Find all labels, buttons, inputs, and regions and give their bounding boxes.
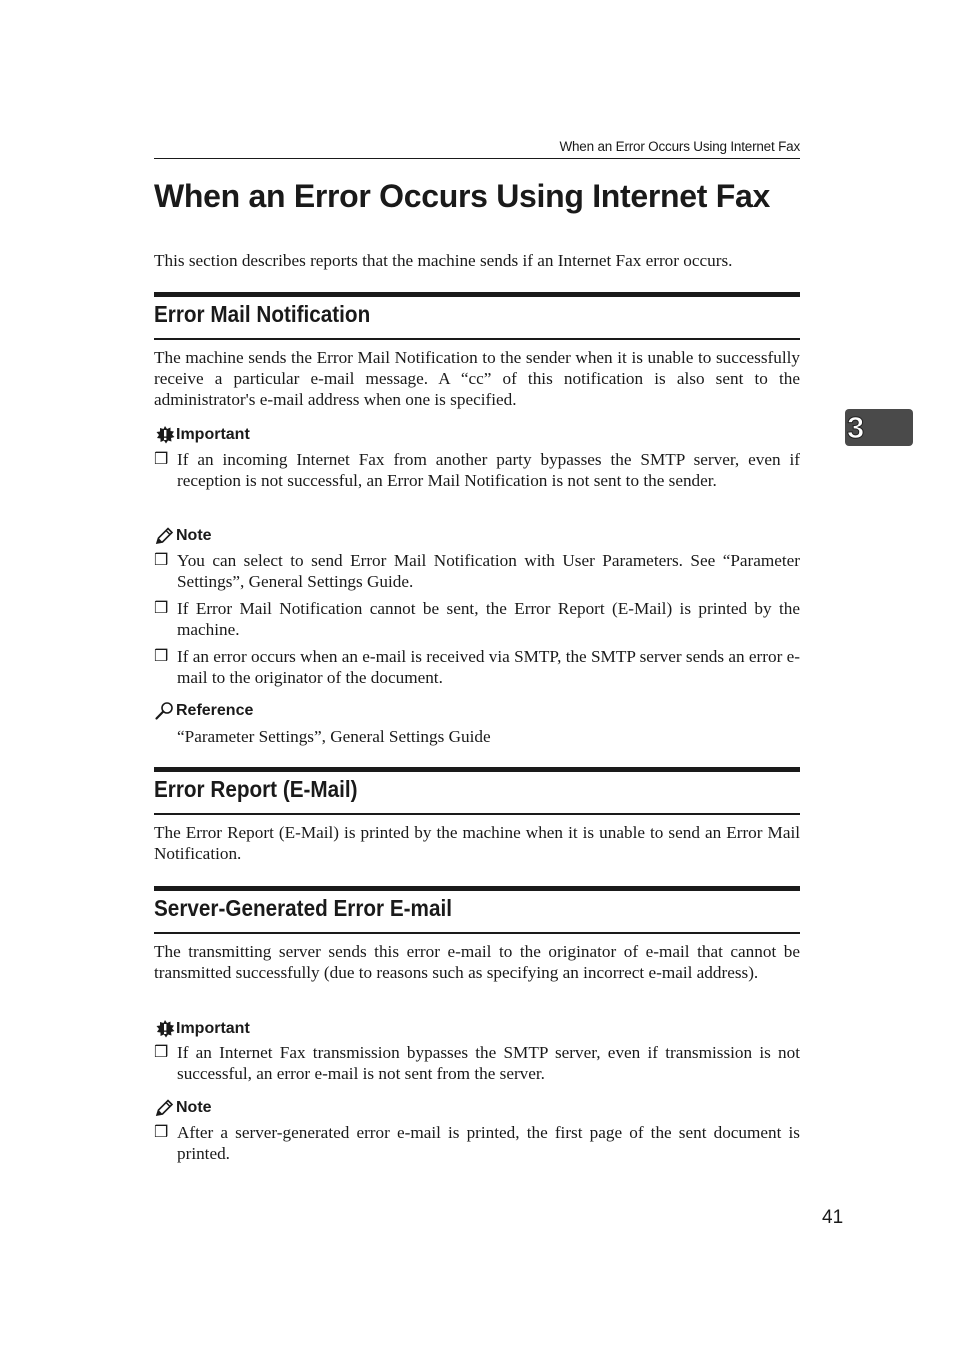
chapter-number: 3 [847,410,865,445]
magnifier-reference-icon [154,701,176,721]
important-icon [154,425,176,445]
list-item-text: If an Internet Fax transmission bypasses the SMTP server, even if transmission is not successful, an error e-mail is not sent from the server. [177,1043,800,1083]
checkbox-bullet-icon: ❒ [154,451,169,468]
important-label: Important [176,426,250,443]
section-rule-top [154,292,800,297]
section-rule-top [154,886,800,891]
important-callout [154,1019,250,1039]
list-item [154,646,800,688]
checkbox-bullet-icon: ❒ [154,1044,169,1061]
section-body: The Error Report (E-Mail) is printed by the machine when it is unable to send an Error Mail Notification. [154,823,800,863]
section-heading-server-generated-error-email: Server-Generated Error E-mail [154,895,452,921]
checkbox-bullet-icon: ❒ [154,648,169,665]
list-item [154,550,800,592]
page-number: 41 [822,1207,844,1228]
list-item-text: If Error Mail Notification cannot be sent, the Error Report (E-Mail) is printed by the machine. [177,599,800,639]
section-rule-top [154,767,800,772]
section-rule-bottom [154,932,800,934]
note-label: Note [176,527,212,544]
list-item [154,1042,800,1084]
note-callout [154,526,212,546]
section-rule-bottom [154,338,800,340]
section-body: The transmitting server sends this error e-mail to the originator of e-mail that cannot be transmitted successfully (due to reasons such as specifying an incorrect e-mail address). [154,942,800,982]
checkbox-bullet-icon: ❒ [154,1124,169,1141]
section-heading-error-mail-notification: Error Mail Notification [154,301,371,327]
list-item-text: If an error occurs when an e-mail is received via SMTP, the SMTP server sends an error e-mail to the originator of the document. [177,647,800,687]
section-rule-bottom [154,813,800,815]
checkbox-bullet-icon: ❒ [154,552,169,569]
reference-callout [154,701,253,721]
section-body: The machine sends the Error Mail Notification to the sender when it is unable to successfully receive a particular e-mail message. A “cc” of this notification is also sent to the administrator's e-mail address when one is specified. [154,348,800,409]
pencil-note-icon [154,526,176,546]
important-icon [154,1019,176,1039]
list-item [154,1122,800,1164]
pencil-note-icon [154,1098,176,1118]
list-item-text: If an incoming Internet Fax from another party bypasses the SMTP server, even if reception is not successful, an Error Mail Notification is not sent to the sender. [177,450,800,490]
section-heading-error-report: Error Report (E-Mail) [154,776,358,802]
note-label: Note [176,1099,212,1116]
note-callout [154,1098,212,1118]
list-item-text: You can select to send Error Mail Notification with User Parameters. See “Parameter Settings”, General Settings Guide. [177,551,800,591]
list-item-text: After a server-generated error e-mail is printed, the first page of the sent document is printed. [177,1123,800,1163]
running-header: When an Error Occurs Using Internet Fax [559,139,800,154]
important-callout [154,425,250,445]
reference-text: “Parameter Settings”, General Settings Guide [177,727,491,746]
reference-label: Reference [176,702,254,719]
important-label: Important [176,1020,250,1037]
chapter-tab [845,409,913,446]
header-rule [154,158,800,159]
list-item [154,449,800,491]
page-title: When an Error Occurs Using Internet Fax [154,178,770,214]
list-item [154,598,800,640]
checkbox-bullet-icon: ❒ [154,600,169,617]
intro-paragraph: This section describes reports that the machine sends if an Internet Fax error occurs. [154,251,733,270]
